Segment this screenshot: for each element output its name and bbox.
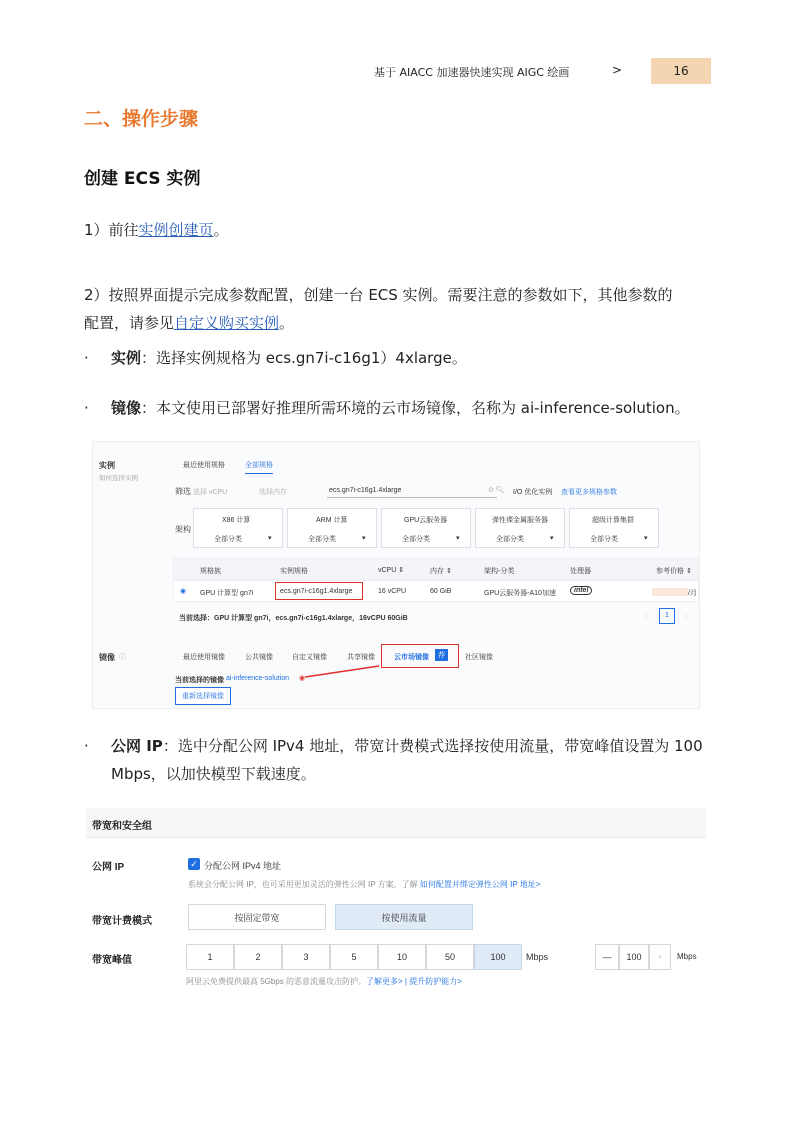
subsection-title: 创建 ECS 实例 bbox=[84, 169, 201, 189]
custom-buy-link[interactable]: 自定义购买实例 bbox=[174, 314, 280, 332]
filter-search[interactable]: ecs.gn7i-c16g1.4xlarge bbox=[329, 487, 402, 494]
stepper-unit: Mbps bbox=[677, 952, 697, 961]
peak-option-selected[interactable]: 100 bbox=[474, 944, 522, 970]
chevron-down-icon: ▾ bbox=[550, 535, 554, 542]
step-2-line2-suffix: 。 bbox=[279, 314, 295, 332]
filter-memory[interactable]: 选择内存 bbox=[259, 489, 287, 496]
step-2-line2 bbox=[84, 309, 673, 337]
current-selection: 当前选择：GPU 计算型 gn7i，ecs.gn7i-c16g1.4xlarge，16vCPU 60GiB bbox=[179, 615, 408, 622]
instance-create-link[interactable]: 实例创建页 bbox=[138, 221, 214, 239]
step-1 bbox=[84, 216, 229, 244]
tab-shared-image[interactable]: 共享镜像 bbox=[347, 654, 375, 661]
header-arrow: > bbox=[612, 63, 623, 77]
arch-name: 弹性裸金属服务器 bbox=[492, 517, 548, 524]
bandwidth-screenshot bbox=[86, 808, 706, 996]
pay-by-traffic-button[interactable]: 按使用流量 bbox=[335, 904, 473, 930]
col-arch: 架构-分类 bbox=[484, 568, 515, 575]
stepper-value[interactable]: 100 bbox=[619, 944, 649, 970]
step-2-line2-prefix: 配置，请参见 bbox=[84, 314, 175, 332]
bullet-text: ：选择实例规格为 ecs.gn7i-c16g1）4xlarge。 bbox=[141, 349, 467, 367]
checkbox-checked-icon[interactable]: ✓ bbox=[188, 858, 200, 870]
io-optimized[interactable]: I/O 优化实例 bbox=[513, 489, 553, 496]
col-family: 规格族 bbox=[200, 568, 221, 575]
arch-arm[interactable] bbox=[287, 508, 377, 548]
col-vcpu[interactable]: vCPU ⇕ bbox=[378, 567, 405, 574]
ip-note bbox=[188, 879, 540, 890]
step-2 bbox=[84, 281, 673, 337]
tab-community-image[interactable]: 社区镜像 bbox=[465, 654, 493, 661]
section-title: 二、操作步骤 bbox=[84, 108, 199, 130]
row-vcpu: 16 vCPU bbox=[378, 588, 407, 595]
instance-label: 实例 bbox=[99, 461, 115, 470]
filter-vcpu[interactable]: 选择 vCPU bbox=[193, 489, 228, 496]
peak-label: 带宽峰值 bbox=[92, 955, 132, 966]
arch-label: 架构 bbox=[175, 525, 191, 534]
chevron-down-icon: ▾ bbox=[362, 535, 366, 542]
arch-select: 全部分类 bbox=[402, 536, 430, 543]
arch-select: 全部分类 bbox=[590, 536, 618, 543]
bullet-label: 公网 IP bbox=[111, 737, 163, 755]
bullet-label: 镜像 bbox=[111, 399, 142, 417]
arch-name: X86 计算 bbox=[222, 517, 251, 524]
peak-option[interactable]: 2 bbox=[234, 944, 282, 970]
target-icon: ◉ bbox=[299, 675, 306, 682]
bullet-image bbox=[84, 394, 690, 422]
step-1-suffix: 。 bbox=[213, 221, 229, 239]
spec-highlight-box bbox=[275, 582, 363, 600]
filter-label: 筛选 bbox=[175, 487, 191, 496]
recommend-badge: 荐 bbox=[435, 649, 448, 661]
price-redacted bbox=[652, 588, 688, 596]
bullet-dot: · bbox=[84, 737, 89, 755]
marketplace-highlight-box bbox=[381, 644, 459, 668]
bullet-label: 实例 bbox=[111, 349, 142, 367]
current-image-label: 当前选择的镜像 bbox=[175, 677, 224, 684]
reselect-image-button[interactable]: 重新选择镜像 bbox=[175, 687, 231, 705]
tab-custom-image[interactable]: 自定义镜像 bbox=[292, 654, 327, 661]
arch-select: 全部分类 bbox=[214, 536, 242, 543]
peak-option[interactable]: 1 bbox=[186, 944, 234, 970]
eip-config-link[interactable]: 如何配置并绑定弹性公网 IP 地址> bbox=[419, 880, 541, 889]
peak-option[interactable]: 3 bbox=[282, 944, 330, 970]
billing-label: 带宽计费模式 bbox=[92, 916, 152, 927]
page-current[interactable]: 1 bbox=[659, 608, 675, 624]
row-price: /月 bbox=[688, 590, 697, 597]
peak-option[interactable]: 50 bbox=[426, 944, 474, 970]
header-title: 基于 AIACC 加速器快速实现 AIGC 绘画 bbox=[374, 66, 570, 79]
arch-select: 全部分类 bbox=[496, 536, 524, 543]
ip-note-text: 系统会分配公网 IP，也可采用更加灵活的弹性公网 IP 方案，了解 bbox=[188, 880, 420, 889]
search-underline bbox=[327, 497, 497, 498]
peak-option[interactable]: 5 bbox=[330, 944, 378, 970]
tab-marketplace-image[interactable]: 云市场镜像 bbox=[394, 654, 429, 661]
intel-logo-icon: intel bbox=[570, 586, 592, 595]
col-price[interactable]: 参考价格 ⇕ bbox=[656, 568, 692, 575]
row-spec: ecs.gn7i-c16g1.4xlarge bbox=[280, 588, 353, 595]
row-mem: 60 GiB bbox=[430, 588, 452, 595]
instance-help[interactable]: 如何选择实例 bbox=[99, 475, 138, 482]
assign-ipv4[interactable]: 分配公网 IPv4 地址 bbox=[204, 861, 282, 871]
arch-name: GPU云服务器 bbox=[404, 517, 448, 524]
arch-x86[interactable] bbox=[193, 508, 283, 548]
radio-selected-icon[interactable]: ◉ bbox=[180, 588, 187, 595]
chevron-down-icon: ▾ bbox=[456, 535, 460, 542]
bullet-public-ip bbox=[84, 732, 703, 788]
current-image-value[interactable]: ai-inference-solution bbox=[226, 675, 290, 682]
arch-gpu[interactable] bbox=[381, 508, 471, 548]
red-arrow-icon bbox=[303, 664, 383, 680]
ddos-text: 阿里云免费提供最高 5Gbps 的恶意流量攻击防护。 bbox=[186, 977, 367, 986]
tab-public-image[interactable]: 公共镜像 bbox=[245, 654, 273, 661]
tab-all-spec[interactable]: 全部规格 bbox=[245, 460, 273, 474]
fixed-bandwidth-button[interactable]: 按固定带宽 bbox=[188, 904, 326, 930]
page-prev-icon[interactable]: ‹ bbox=[645, 613, 648, 620]
arch-baremetal[interactable] bbox=[475, 508, 565, 548]
chevron-down-icon: ▾ bbox=[268, 535, 272, 542]
step-2-line1: 2）按照界面提示完成参数配置，创建一台 ECS 实例。需要注意的参数如下，其他参数的 bbox=[84, 286, 673, 304]
page-next-icon[interactable]: › bbox=[685, 613, 688, 620]
peak-unit: Mbps bbox=[526, 952, 549, 962]
instance-config-screenshot bbox=[92, 441, 700, 709]
page-number: 16 bbox=[651, 58, 711, 84]
step-1-prefix: 1）前往 bbox=[84, 221, 139, 239]
table-row[interactable] bbox=[173, 580, 699, 602]
arch-select: 全部分类 bbox=[308, 536, 336, 543]
bullet-text: ：本文使用已部署好推理所需环境的云市场镜像，名称为 ai-inference-solution。 bbox=[141, 399, 690, 417]
bullet-dot: · bbox=[84, 399, 89, 417]
page-header bbox=[0, 58, 793, 84]
arch-name: 超级计算集群 bbox=[592, 517, 634, 524]
public-ip-label: 公网 IP bbox=[92, 862, 125, 873]
help-icon[interactable]: ⓘ bbox=[119, 654, 126, 661]
ddos-note bbox=[186, 976, 462, 987]
col-cpu[interactable]: 处理器 bbox=[570, 568, 591, 575]
chevron-down-icon: ▾ bbox=[644, 535, 648, 542]
row-family: GPU 计算型 gn7i bbox=[200, 590, 254, 597]
tab-recent-image[interactable]: 最近使用镜像 bbox=[183, 654, 225, 661]
col-spec: 实例规格 bbox=[280, 568, 308, 575]
row-arch: GPU云服务器-A10加速 bbox=[484, 590, 556, 597]
bullet-instance bbox=[84, 344, 467, 372]
tab-recent-spec[interactable]: 最近使用规格 bbox=[183, 462, 225, 469]
peak-option[interactable]: 10 bbox=[378, 944, 426, 970]
bullet-text-2: Mbps，以加快模型下载速度。 bbox=[111, 765, 316, 783]
arch-name: ARM 计算 bbox=[316, 517, 348, 524]
bandwidth-band bbox=[86, 808, 706, 838]
stepper-minus-button[interactable]: — bbox=[595, 944, 619, 970]
bullet-dot: · bbox=[84, 349, 89, 367]
bandwidth-title: 带宽和安全组 bbox=[92, 821, 152, 832]
more-params-link[interactable]: 查看更多规格参数 bbox=[561, 489, 617, 496]
arch-super[interactable] bbox=[569, 508, 659, 548]
search-icon[interactable]: ⊙ 🔍︎ bbox=[488, 487, 505, 494]
stepper-plus-button[interactable]: + bbox=[649, 944, 671, 970]
bullet-text: ：选中分配公网 IPv4 地址，带宽计费模式选择按使用流量，带宽峰值设置为 100 bbox=[162, 737, 703, 755]
col-mem[interactable]: 内存 ⇕ bbox=[430, 568, 452, 575]
ddos-link[interactable]: 了解更多> | 提升防护能力> bbox=[366, 977, 462, 986]
image-label: 镜像 bbox=[99, 653, 115, 662]
table-header bbox=[173, 558, 699, 580]
